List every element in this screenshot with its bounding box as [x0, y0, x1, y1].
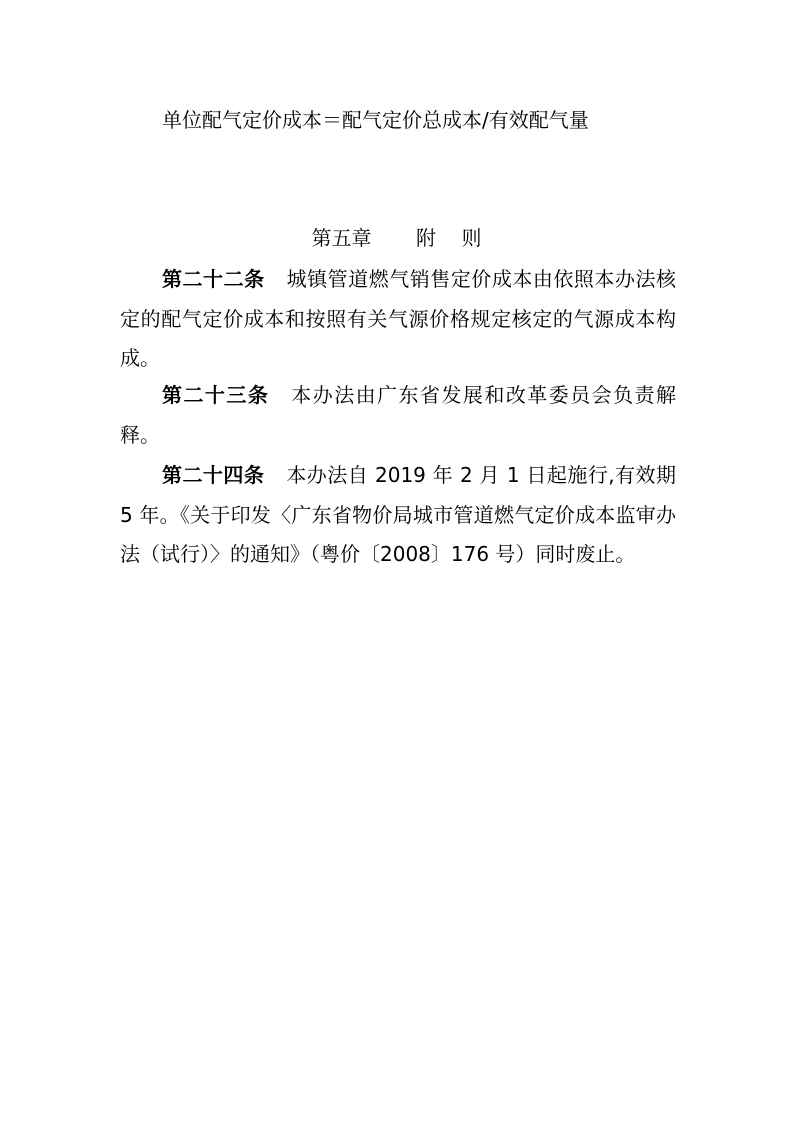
chapter-number: 第五章 — [311, 226, 372, 250]
article-heading: 第二十三条 — [162, 383, 270, 407]
chapter-heading — [0, 222, 793, 254]
article-body: 本办法由广东省发展和改革委员会负责解释。 — [120, 383, 677, 447]
article-body: 城镇管道燃气销售定价成本由依照本办法核定的配气定价成本和按照有关气源价格规定核定的气源成本构成。 — [120, 267, 677, 370]
article-body: 本办法自 2019 年 2 月 1 日起施行,有效期 5 年。《关于印发〈广东省物价局城市管道燃气定价成本监审办法（试行）〉的通知》（粤价〔2008〕176 号）同时废止。 — [120, 463, 676, 566]
article-heading: 第二十四条 — [162, 463, 265, 487]
cost-formula: 单位配气定价成本＝配气定价总成本/有效配气量 — [162, 108, 589, 132]
article-heading: 第二十二条 — [162, 267, 265, 291]
chapter-name: 附 则 — [416, 226, 482, 250]
article-24 — [120, 456, 676, 575]
article-23 — [120, 376, 676, 455]
article-22 — [120, 260, 676, 379]
